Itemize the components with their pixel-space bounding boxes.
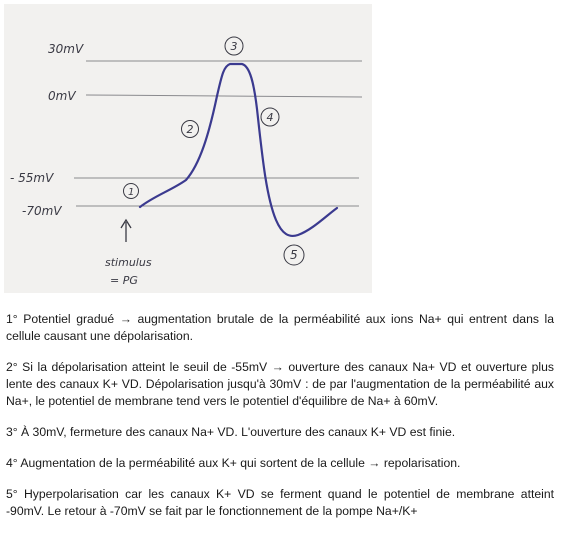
action-potential-photo <box>4 4 372 293</box>
label-0mv: 0mV <box>48 89 76 103</box>
svg-text:2: 2 <box>186 123 194 136</box>
svg-text:1: 1 <box>128 187 135 198</box>
label-minus-55mv: - 55mV <box>10 171 54 185</box>
stimulus-pg-label: = PG <box>110 274 138 287</box>
paragraph-5: 5° Hyperpolarisation car les canaux K+ VD se ferment quand le potentiel de membrane atteint -90mV. Le retour à -70mV se fait par le fonctionnement de la pompe Na+/K+ <box>6 487 554 518</box>
paragraph-3: 3° À 30mV, fermeture des canaux Na+ VD. L'ouverture des canaux K+ VD est finie. <box>6 425 456 439</box>
paragraph-4: 4° Augmentation de la perméabilité aux K+ qui sortent de la cellule → repolarisation. <box>6 456 461 470</box>
svg-text:5: 5 <box>290 248 298 262</box>
label-minus-70mv: -70mV <box>22 204 62 218</box>
explanation-text <box>6 311 554 534</box>
svg-text:3: 3 <box>230 40 238 53</box>
paragraph-1: 1° Potentiel gradué → augmentation brutale de la perméabilité aux ions Na+ qui entrent dans la cellule causant une dépolarisation. <box>6 312 554 343</box>
svg-text:4: 4 <box>266 111 274 124</box>
label-30mv: 30mV <box>48 42 84 56</box>
stimulus-label: stimulus <box>105 256 152 269</box>
paragraph-2: 2° Si la dépolarisation atteint le seuil de -55mV → ouverture des canaux Na+ VD et ouverture plus lente des canaux K+ VD. Dépolarisation jusqu'à 30mV : de par l'augmentation de la perméabilité aux Na+, le potentiel de membrane tend vers le potentiel d'équilibre de Na+ à 60mV. <box>6 360 554 408</box>
